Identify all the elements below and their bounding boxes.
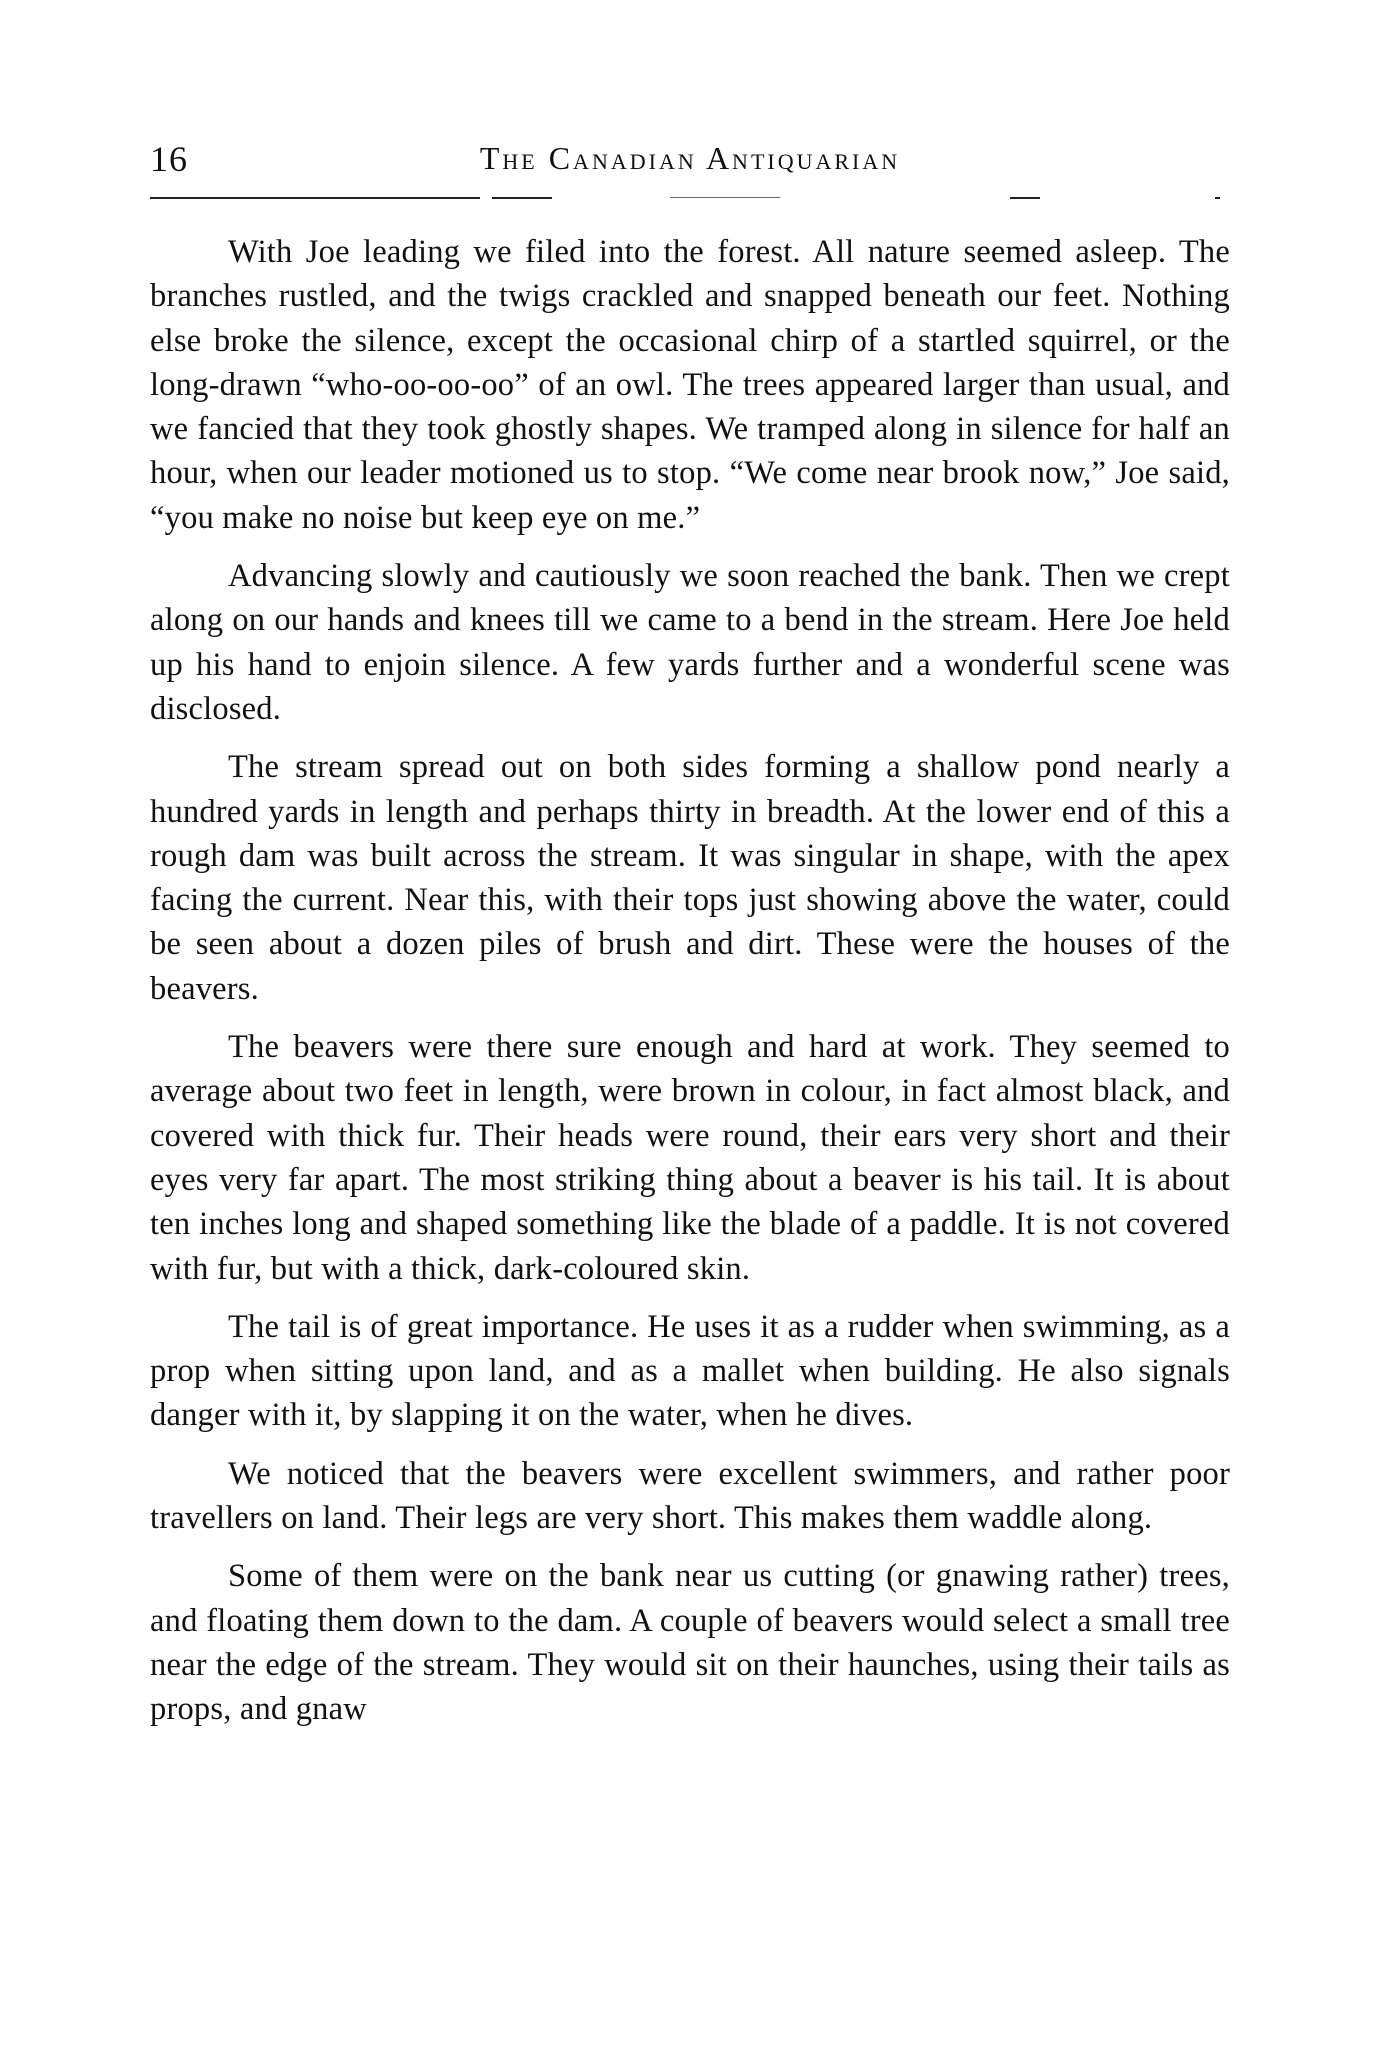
running-head [150,128,1230,188]
paragraph: Some of them were on the bank near us cutting (or gnawing rather) trees, and floating them down to the dam. A couple of beavers would select a small tree near the edge of the stream. They would sit on their haunches, using their tails as props, and gnaw [150,1558,1230,1728]
body-text [150,230,1230,1746]
header-rule [1215,197,1220,199]
journal-title: The Canadian Antiquarian [479,140,901,176]
paragraph: With Joe leading we filed into the forest. All nature seemed asleep. The branches rustled, and the twigs crackled and snapped beneath our feet. Nothing else broke the silence, except the occasional chirp of a startled squirrel, or the long-drawn “who-oo-oo-oo” of an owl. The trees appeared larger than usual, and we fancied that they took ghostly shapes. We tramped along in silence for half an hour, when our leader motioned us to stop. “We come near brook now,” Joe said, “you make no noise but keep eye on me.” [150,234,1230,536]
header-rule [492,197,552,199]
paragraph: We noticed that the beavers were excellent swimmers, and rather poor travellers on land. Their legs are very short. This makes them waddle along. [150,1455,1230,1537]
header-rule [150,197,480,199]
header-rule [670,197,780,198]
paragraph: Advancing slowly and cautiously we soon reached the bank. Then we crept along on our hands and knees till we came to a bend in the stream. Here Joe held up his hand to enjoin silence. A few yards further and a wonderful scene was disclosed. [150,558,1230,727]
paragraph: The beavers were there sure enough and hard at work. They seemed to average about two feet in length, were brown in colour, in fact almost black, and covered with thick fur. Their heads were round, their ears very short and their eyes very far apart. The most striking thing about a beaver is his tail. It is about ten inches long and shaped something like the blade of a paddle. It is not covered with fur, but with a thick, dark-coloured skin. [150,1029,1230,1287]
paragraph: The stream spread out on both sides forming a shallow pond nearly a hundred yards in length and perhaps thirty in breadth. At the lower end of this a rough dam was built across the stream. It was singular in shape, with the apex facing the current. Near this, with their tops just showing above the water, could be seen about a dozen piles of brush and dirt. These were the houses of the beavers. [150,749,1230,1007]
page-number: 16 [150,139,188,179]
paragraph: The tail is of great importance. He uses it as a rudder when swimming, as a prop when sitting upon land, and as a mallet when building. He also signals danger with it, by slapping it on the water, when he dives. [150,1308,1230,1434]
header-rule [1010,197,1040,199]
